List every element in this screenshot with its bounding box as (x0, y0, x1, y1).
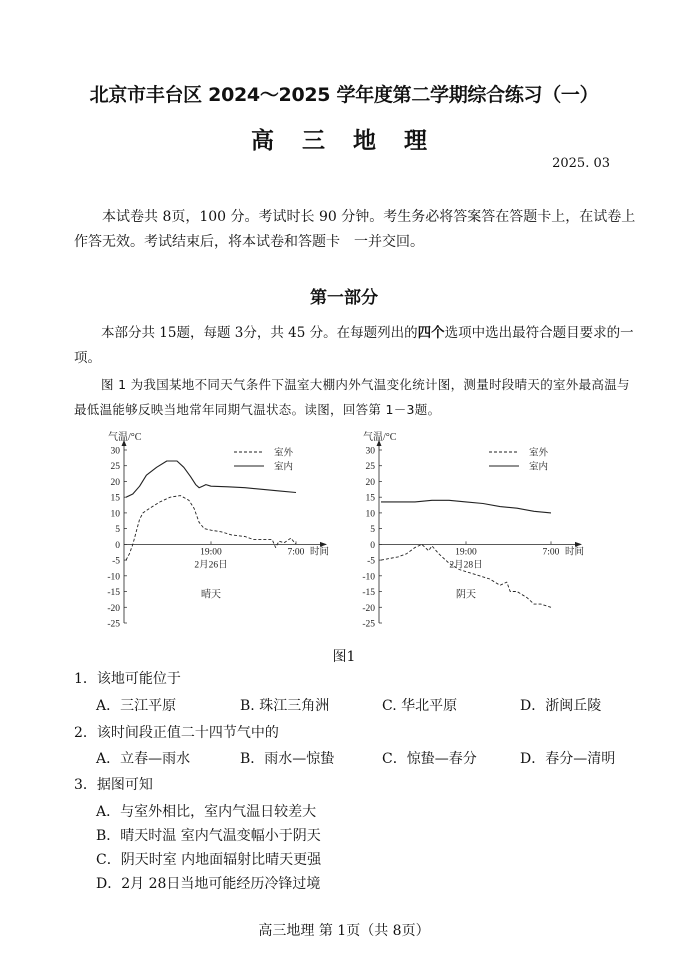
date-label: 2月26日 (194, 560, 228, 571)
legend-label: 室外 (529, 448, 549, 459)
subject-title: 高 三 地 理 (250, 127, 438, 154)
y-tick-label: -25 (107, 619, 120, 630)
chart-cloudy (355, 430, 595, 630)
x-axis-label: 时间 (310, 547, 330, 558)
y-tick-label: -15 (107, 588, 120, 599)
q1-option-c: C. 华北平原 (382, 698, 458, 714)
y-tick-label: -10 (362, 572, 375, 583)
chart-sunny (100, 430, 340, 630)
q1-option-a: A．三江平原 (96, 698, 177, 714)
instructions: 本试卷共 8页，100 分。考试时长 90 分钟。考生务必将答案答在答题卡上，在试卷上作答无效。考试结束后，将本试卷和答题卡 一并交回。 (74, 209, 636, 250)
y-tick-label: 10 (110, 509, 120, 520)
y-tick-label: -10 (107, 572, 120, 583)
y-tick-label: 30 (110, 446, 120, 457)
series-indoor-line (126, 461, 296, 497)
y-tick-label: 15 (365, 493, 375, 504)
q1-option-d: D．浙闽丘陵 (520, 698, 602, 714)
q3-option-b: B．晴天时温 室内气温变幅小于阴天 (96, 828, 321, 844)
x-tick-label: 7:00 (287, 547, 305, 558)
legend-label: 室内 (529, 462, 549, 473)
figure-caption: 图1 (332, 649, 356, 665)
x-tick-label: 7:00 (542, 547, 560, 558)
y-axis-label: 气温/°C (108, 432, 142, 443)
y-tick-label: 0 (115, 540, 120, 551)
x-tick-label: 19:00 (200, 547, 222, 558)
section-title: 第一部分 (310, 288, 378, 308)
q2-option-b: B．雨水—惊蛰 (240, 751, 335, 767)
weather-label: 晴天 (201, 589, 221, 601)
y-tick-label: 30 (365, 446, 375, 457)
y-tick-label: -20 (362, 603, 375, 614)
x-axis-arrow (320, 542, 327, 547)
y-tick-label: 20 (365, 477, 375, 488)
legend-label: 室外 (274, 448, 294, 459)
series-indoor-line (381, 500, 551, 513)
x-axis-label: 时间 (565, 547, 585, 558)
q1-option-b: B. 珠江三角洲 (240, 698, 330, 714)
question-1-stem: 1．该地可能位于 (74, 671, 181, 687)
y-tick-label: 0 (370, 540, 375, 551)
y-tick-label: 20 (110, 477, 120, 488)
y-tick-label: -5 (112, 556, 120, 567)
section-intro: 本部分共 15题，每题 3分，共 45 分。在每题列出的四个选项中选出最符合题目要求的一项。 (74, 325, 634, 366)
q3-option-d: D．2月 28日当地可能经历冷锋过境 (96, 876, 321, 892)
question-2-stem: 2．该时间段正值二十四节气中的 (74, 725, 279, 741)
page-footer: 高三地理 第 1页（共 8页） (258, 923, 430, 939)
legend-label: 室内 (274, 462, 294, 473)
x-tick-label: 19:00 (455, 547, 477, 558)
q2-option-c: C．惊蛰—春分 (382, 751, 477, 767)
q2-option-d: D．春分—清明 (520, 751, 616, 767)
q3-option-c: C．阴天时室 内地面辐射比晴天更强 (96, 852, 322, 868)
y-tick-label: -15 (362, 588, 375, 599)
exam-title: 北京市丰台区 2024～2025 学年度第二学期综合练习（一） (89, 84, 599, 106)
question-3-stem: 3．据图可知 (74, 777, 153, 793)
date-label: 2月28日 (449, 560, 483, 571)
x-axis-arrow (575, 542, 582, 547)
figure-intro: 图 1 为我国某地不同天气条件下温室大棚内外气温变化统计图，测量时段晴天的室外最高温与最低温能够反映当地常年同期气温状态。读图，回答第 1－3题。 (74, 377, 630, 417)
q2-option-a: A．立春—雨水 (96, 751, 191, 767)
y-tick-label: -25 (362, 619, 375, 630)
y-tick-label: 25 (110, 462, 120, 473)
exam-date: 2025. 03 (552, 156, 610, 171)
y-axis-label: 气温/°C (363, 432, 397, 443)
weather-label: 阴天 (456, 589, 476, 601)
y-tick-label: -20 (107, 603, 120, 614)
y-tick-label: 5 (115, 525, 120, 536)
q3-option-a: A．与室外相比，室内气温日较差大 (96, 804, 317, 820)
y-tick-label: 25 (365, 462, 375, 473)
y-tick-label: -5 (367, 556, 375, 567)
y-tick-label: 10 (365, 509, 375, 520)
y-tick-label: 15 (110, 493, 120, 504)
y-tick-label: 5 (370, 525, 375, 536)
